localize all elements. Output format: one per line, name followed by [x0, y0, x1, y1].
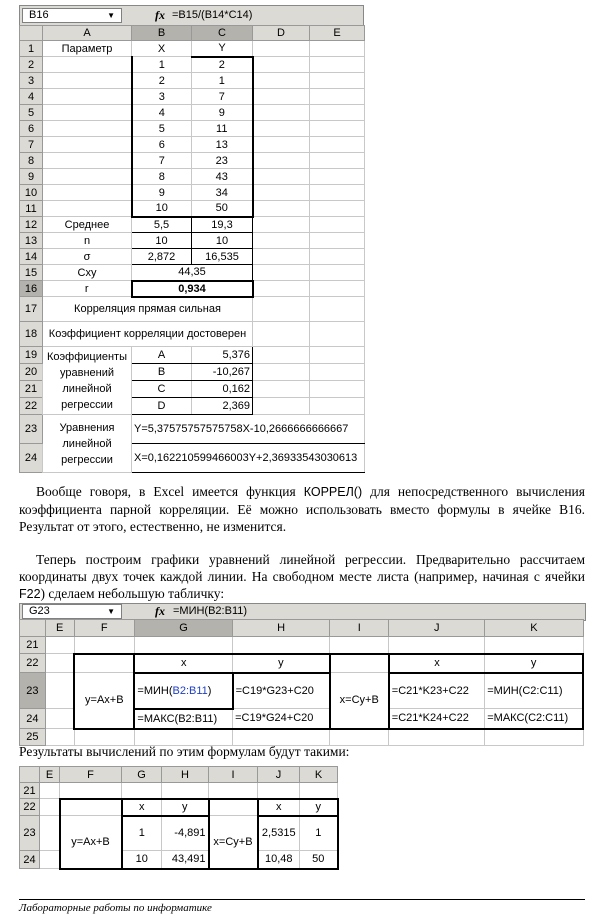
cell[interactable]: [253, 297, 310, 322]
cell[interactable]: 11: [192, 121, 253, 137]
cell[interactable]: 8: [132, 169, 192, 185]
cell-y-header[interactable]: y: [300, 799, 338, 816]
row-header[interactable]: 5: [20, 105, 43, 121]
cell[interactable]: [43, 169, 132, 185]
cell[interactable]: [60, 783, 122, 799]
paragraph-text: Вообще говоря, в Excel имеется функция: [36, 484, 304, 499]
cell[interactable]: [43, 73, 132, 89]
cell[interactable]: [310, 41, 365, 57]
row-header[interactable]: 21: [20, 381, 43, 398]
cell[interactable]: D: [132, 398, 192, 415]
row-header[interactable]: 10: [20, 185, 43, 201]
column-header[interactable]: C: [192, 26, 253, 41]
cell[interactable]: A: [132, 347, 192, 364]
function-icon[interactable]: fx: [155, 8, 165, 22]
row-header[interactable]: 9: [20, 169, 43, 185]
select-all-corner[interactable]: [20, 26, 43, 41]
cell[interactable]: [253, 347, 310, 364]
column-header[interactable]: H: [162, 767, 209, 783]
row-header[interactable]: 6: [20, 121, 43, 137]
cell[interactable]: 5,5: [132, 217, 192, 233]
function-name: КОРРЕЛ(): [303, 485, 363, 499]
paragraph-text: для непосредственного вычисления коэффициента парной корреляции. Её можно использовать вместо формулы в ячейке B16. Результат от этого, естественно, не изменится.: [19, 484, 585, 534]
cell[interactable]: [310, 89, 365, 105]
row-header[interactable]: 20: [20, 364, 43, 381]
cell-h24[interactable]: =C19*G24+C20: [233, 709, 330, 729]
cell[interactable]: [310, 73, 365, 89]
cell[interactable]: [253, 137, 310, 153]
cell[interactable]: [253, 105, 310, 121]
formula-part: ): [207, 684, 212, 697]
cell[interactable]: Среднее: [43, 217, 132, 233]
row-header[interactable]: 3: [20, 73, 43, 89]
grid-viewport: [19, 619, 584, 743]
row-header[interactable]: 21: [20, 783, 40, 799]
spreadsheet-grid: [19, 766, 339, 870]
cell[interactable]: 5: [132, 121, 192, 137]
cell[interactable]: [43, 153, 132, 169]
cell[interactable]: [253, 281, 310, 297]
paragraph-text: ) сделаем небольшую табличку:: [40, 586, 225, 601]
cell[interactable]: [310, 121, 365, 137]
row-header[interactable]: 23: [20, 816, 40, 851]
name-box-value: G23: [29, 605, 50, 617]
cell[interactable]: [310, 201, 365, 217]
cell[interactable]: [74, 637, 134, 654]
row-header[interactable]: 21: [20, 637, 46, 654]
cell[interactable]: [43, 137, 132, 153]
row-header[interactable]: 24: [20, 709, 46, 729]
cell[interactable]: [253, 153, 310, 169]
cell-c1[interactable]: Y: [192, 41, 253, 57]
cell[interactable]: 2: [192, 57, 253, 73]
cell[interactable]: [253, 381, 310, 398]
cell[interactable]: [310, 381, 365, 398]
results-caption: Результаты вычислений по этим формулам будут такими:: [19, 744, 350, 759]
column-header[interactable]: J: [258, 767, 300, 783]
cell[interactable]: 10: [132, 201, 192, 217]
cell-h23[interactable]: =C19*G23+C20: [233, 673, 330, 709]
cell[interactable]: [310, 322, 365, 347]
cell[interactable]: 1: [192, 73, 253, 89]
active-cell-g23[interactable]: [134, 673, 232, 709]
cell-a17[interactable]: Корреляция прямая сильная: [43, 297, 253, 322]
cell-x-header[interactable]: x: [258, 799, 300, 816]
cell[interactable]: [330, 637, 389, 654]
cell[interactable]: 50: [192, 201, 253, 217]
cell-eq2[interactable]: x=Cy+B: [330, 673, 389, 729]
cell-a1[interactable]: Параметр: [43, 41, 132, 57]
row-header[interactable]: 1: [20, 41, 43, 57]
cell[interactable]: [40, 783, 60, 799]
cell-g24[interactable]: 10: [122, 851, 162, 869]
row-header[interactable]: 2: [20, 57, 43, 73]
name-box[interactable]: [22, 604, 122, 619]
cell[interactable]: [40, 851, 60, 869]
row-header[interactable]: 17: [20, 297, 43, 322]
cell[interactable]: C: [132, 381, 192, 398]
name-box[interactable]: [22, 8, 122, 23]
paragraph-text: Теперь построим графики уравнений линейной регрессии. Предварительно рассчитаем координаты двух точек каждой линии. На свободном месте листа (например, начиная с ячейки: [19, 552, 585, 584]
cell[interactable]: [60, 799, 122, 816]
cell[interactable]: [258, 783, 300, 799]
chevron-down-icon[interactable]: ▼: [107, 607, 115, 616]
cell[interactable]: [253, 249, 310, 265]
select-all-corner[interactable]: [20, 620, 46, 637]
cell[interactable]: [310, 169, 365, 185]
name-box-value: B16: [29, 9, 49, 21]
cell[interactable]: [134, 637, 232, 654]
cell[interactable]: 1: [132, 57, 192, 73]
cell[interactable]: n: [43, 233, 132, 249]
cell[interactable]: [300, 783, 338, 799]
spreadsheet-grid: [19, 25, 365, 473]
cell[interactable]: [43, 105, 132, 121]
cell-k24[interactable]: 50: [300, 851, 338, 869]
cell[interactable]: 10: [132, 233, 192, 249]
cell[interactable]: [253, 398, 310, 415]
row-header[interactable]: 18: [20, 322, 43, 347]
cell-x-header[interactable]: x: [122, 799, 162, 816]
paragraph-regression: [19, 551, 585, 603]
cell[interactable]: [310, 364, 365, 381]
cell[interactable]: [310, 137, 365, 153]
column-header[interactable]: G: [122, 767, 162, 783]
cell[interactable]: [122, 783, 162, 799]
formula-part: =МИН(: [137, 684, 173, 697]
cell[interactable]: [310, 57, 365, 73]
cell[interactable]: [310, 105, 365, 121]
cell[interactable]: 7: [192, 89, 253, 105]
column-header[interactable]: E: [40, 767, 60, 783]
cell[interactable]: 19,3: [192, 217, 253, 233]
column-header[interactable]: J: [389, 620, 485, 637]
row-header[interactable]: 24: [20, 851, 40, 869]
cell[interactable]: [74, 654, 134, 673]
spreadsheet-grid: [19, 619, 584, 746]
cell[interactable]: [310, 281, 365, 297]
cell[interactable]: [310, 265, 365, 281]
row-header[interactable]: 19: [20, 347, 43, 364]
cell[interactable]: [389, 637, 485, 654]
paragraph-correl: [19, 483, 585, 535]
cell[interactable]: [310, 398, 365, 415]
column-header[interactable]: F: [74, 620, 134, 637]
cell[interactable]: [253, 73, 310, 89]
cell[interactable]: [45, 673, 74, 709]
cell[interactable]: 2,872: [132, 249, 192, 265]
row-header[interactable]: 22: [20, 398, 43, 415]
column-header[interactable]: E: [310, 26, 365, 41]
cell[interactable]: [310, 217, 365, 233]
cell[interactable]: [253, 265, 310, 281]
row-header[interactable]: 24: [20, 444, 43, 473]
row-header[interactable]: 23: [20, 673, 46, 709]
cell[interactable]: 13: [192, 137, 253, 153]
cell[interactable]: [310, 233, 365, 249]
cell-g23[interactable]: 1: [122, 816, 162, 851]
cell[interactable]: [253, 217, 310, 233]
cell[interactable]: 9: [132, 185, 192, 201]
cell[interactable]: 23: [192, 153, 253, 169]
cell[interactable]: 16,535: [192, 249, 253, 265]
cell[interactable]: [253, 185, 310, 201]
cell[interactable]: -10,267: [192, 364, 253, 381]
cell-k23[interactable]: 1: [300, 816, 338, 851]
column-header[interactable]: H: [233, 620, 330, 637]
cell-reference: F22: [19, 587, 41, 601]
row-header[interactable]: 7: [20, 137, 43, 153]
row-header[interactable]: 8: [20, 153, 43, 169]
row-header[interactable]: 15: [20, 265, 43, 281]
cell-k23[interactable]: =МИН(C2:C11): [485, 673, 583, 709]
cell[interactable]: 9: [192, 105, 253, 121]
cell-eq1[interactable]: y=Ax+B: [74, 673, 134, 729]
active-cell-b16[interactable]: 0,934: [132, 281, 253, 297]
cell-j23[interactable]: =C21*K23+C22: [389, 673, 485, 709]
column-header[interactable]: K: [485, 620, 583, 637]
cell[interactable]: [43, 201, 132, 217]
cell[interactable]: [253, 41, 310, 57]
column-header[interactable]: E: [45, 620, 74, 637]
cell[interactable]: [253, 322, 310, 347]
column-header[interactable]: D: [253, 26, 310, 41]
column-header[interactable]: I: [330, 620, 389, 637]
column-header[interactable]: F: [60, 767, 122, 783]
footer-rule: [19, 899, 585, 900]
row-header[interactable]: 13: [20, 233, 43, 249]
cell-j24[interactable]: 10,48: [258, 851, 300, 869]
cell-eq1[interactable]: y=Ax+B: [60, 816, 122, 869]
cell[interactable]: 3: [132, 89, 192, 105]
cell-x-header[interactable]: x: [389, 654, 485, 673]
cell[interactable]: σ: [43, 249, 132, 265]
row-header[interactable]: 22: [20, 654, 46, 673]
cell[interactable]: 6: [132, 137, 192, 153]
cell[interactable]: [310, 347, 365, 364]
cell[interactable]: 5,376: [192, 347, 253, 364]
row-header[interactable]: 11: [20, 201, 43, 217]
cell-y-header[interactable]: y: [233, 654, 330, 673]
row-header[interactable]: 25: [20, 729, 46, 746]
cell[interactable]: [330, 654, 389, 673]
row-header[interactable]: 14: [20, 249, 43, 265]
formula-text[interactable]: =B15/(B14*C14): [172, 9, 253, 21]
cell[interactable]: [310, 297, 365, 322]
cell[interactable]: [310, 153, 365, 169]
cell-eq-y[interactable]: Y=5,37575757575758X-10,2666666666667: [132, 415, 365, 444]
cell[interactable]: [233, 637, 330, 654]
cell[interactable]: [253, 201, 310, 217]
cell[interactable]: 43: [192, 169, 253, 185]
row-header[interactable]: 22: [20, 799, 40, 816]
cell-h23[interactable]: -4,891: [162, 816, 209, 851]
cell[interactable]: [253, 364, 310, 381]
column-header[interactable]: G: [134, 620, 232, 637]
cell[interactable]: r: [43, 281, 132, 297]
cell[interactable]: 34: [192, 185, 253, 201]
row-header[interactable]: 12: [20, 217, 43, 233]
cell[interactable]: [43, 89, 132, 105]
select-all-corner[interactable]: [20, 767, 40, 783]
cell[interactable]: 7: [132, 153, 192, 169]
cell-eq-x[interactable]: X=0,162210599466003Y+2,36933543030613: [132, 444, 365, 473]
cell-coef-label[interactable]: Коэффициенты уравнений линейной регрессии: [43, 347, 132, 415]
column-header[interactable]: K: [300, 767, 338, 783]
cell[interactable]: [253, 121, 310, 137]
column-header[interactable]: I: [209, 767, 258, 783]
cell[interactable]: [43, 57, 132, 73]
range-reference: B2:B11: [172, 684, 208, 697]
cell-h24[interactable]: 43,491: [162, 851, 209, 869]
cell[interactable]: [253, 233, 310, 249]
cell[interactable]: 4: [132, 105, 192, 121]
cell[interactable]: [45, 654, 74, 673]
cell[interactable]: [45, 637, 74, 654]
cell[interactable]: 0,162: [192, 381, 253, 398]
formula-text[interactable]: =МИН(B2:B11): [173, 605, 248, 617]
cell[interactable]: 2: [132, 73, 192, 89]
cell-g24[interactable]: =МАКС(B2:B11): [134, 709, 232, 729]
cell-b1[interactable]: X: [132, 41, 192, 57]
cell[interactable]: Cxy: [43, 265, 132, 281]
column-header[interactable]: A: [43, 26, 132, 41]
cell[interactable]: 10: [192, 233, 253, 249]
cell[interactable]: [209, 799, 258, 816]
cell[interactable]: [310, 249, 365, 265]
cell-y-header[interactable]: y: [485, 654, 583, 673]
cell[interactable]: [253, 169, 310, 185]
cell[interactable]: [43, 121, 132, 137]
cell[interactable]: [40, 799, 60, 816]
cell[interactable]: [162, 783, 209, 799]
cell[interactable]: [45, 709, 74, 729]
cell[interactable]: [43, 185, 132, 201]
cell-j23[interactable]: 2,5315: [258, 816, 300, 851]
cell[interactable]: [40, 816, 60, 851]
row-header[interactable]: 4: [20, 89, 43, 105]
cell[interactable]: [253, 57, 310, 73]
cell-x-header[interactable]: x: [134, 654, 232, 673]
cell-eq-label[interactable]: Уравнения линейной регрессии: [43, 415, 132, 473]
chevron-down-icon[interactable]: ▼: [107, 11, 115, 20]
footer-text: Лабораторные работы по информатике: [19, 902, 212, 914]
cell[interactable]: [310, 185, 365, 201]
cell-j24[interactable]: =C21*K24+C22: [389, 709, 485, 729]
row-header[interactable]: 23: [20, 415, 43, 444]
function-icon[interactable]: fx: [155, 604, 165, 618]
column-header[interactable]: B: [132, 26, 192, 41]
cell[interactable]: [209, 783, 258, 799]
cell[interactable]: [485, 637, 583, 654]
cell[interactable]: B: [132, 364, 192, 381]
cell[interactable]: [253, 89, 310, 105]
cell-k24[interactable]: =МАКС(C2:C11): [485, 709, 583, 729]
row-header[interactable]: 16: [20, 281, 43, 297]
cell-y-header[interactable]: y: [162, 799, 209, 816]
cell-a18[interactable]: Коэффициент корреляции достоверен: [43, 322, 253, 347]
cell-cxy[interactable]: 44,35: [132, 265, 253, 281]
cell-eq2[interactable]: x=Cy+B: [209, 816, 258, 869]
cell[interactable]: 2,369: [192, 398, 253, 415]
